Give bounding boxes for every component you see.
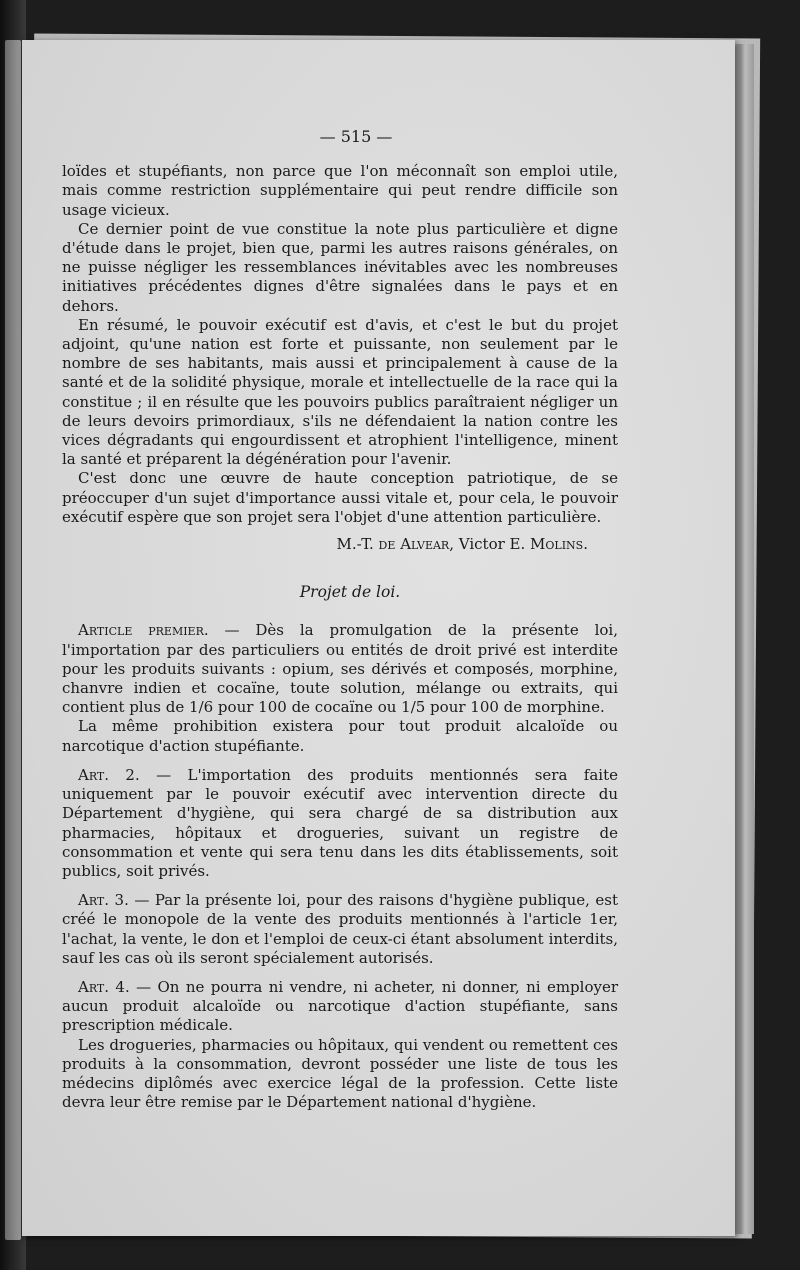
article-4 (62, 978, 618, 1036)
article-2 (62, 766, 618, 881)
page-text (62, 127, 618, 1112)
article-4-label: Art. (78, 977, 110, 996)
paragraph-3: En résumé, le pouvoir exécutif est d'avis, et c'est le but du projet adjoint, qu'une nation est forte et puissante, non seulement par le nombre de ses habitants, mais aussi et principalement à cause de la santé et de la solidité physique, morale et intellectuelle de la race qui la constitue ; il en résulte que les pouvoirs publics paraîtraient négliger un de leurs devoirs primordiaux, s'ils ne défendaient la nation contre les vices dégradants qui engourdissent et atrophient l'intelligence, minent la santé et préparent la dégénération pour l'avenir. (62, 315, 618, 469)
article-3-text: 3. — Par la présente loi, pour des raisons d'hygiène publique, est créé le monopole de la vente des produits mentionnés à l'article 1er, l'achat, la vente, le don et l'emploi de ceux-ci étant absolument interdits, sauf les cas où ils seront spécialement autorisés. (62, 891, 618, 967)
article-2-label: Art. (78, 765, 110, 784)
signature-de: de (378, 535, 396, 554)
signature-prefix: M.-T. (336, 535, 379, 554)
article-3-label: Art. (78, 891, 110, 910)
signature (62, 535, 588, 554)
article-1 (62, 621, 618, 717)
signature-name-1: Alvear (400, 535, 450, 554)
page-edges-right (732, 44, 754, 1234)
page-number: — 515 — (319, 127, 393, 146)
previous-page-edge (5, 40, 21, 1240)
article-1-text: — Dès la promulgation de la présente loi, l'importation par des particuliers ou entités de droit privé est interdite pour les produits suivants : opium, ses dérivés et composés, morphine, chanvre indien et cocaïne, toute solution, mélange ou extraits, qui contient plus de 1/6 pour 100 de cocaïne ou 1/5 pour 100 de morphine. (62, 621, 618, 717)
paragraph-4: C'est donc une œuvre de haute conception patriotique, de se préoccuper d'un sujet d'importance aussi vitale et, pour cela, le pouvoir exécutif espère que son projet sera l'objet d'une attention particulière. (62, 469, 618, 526)
article-4-text: 4. — On ne pourra ni vendre, ni acheter, ni donner, ni employer aucun produit alcaloïde ou narcotique d'action stupéfiante, sans prescription médicale. (62, 977, 618, 1035)
paragraph-2: Ce dernier point de vue constitue la note plus particulière et digne d'étude dans le projet, bien que, parmi les autres raisons générales, on ne puisse négliger les ressemblances inévitables avec les nombreuses initiatives précédentes dignes d'être signalées dans le pays et en dehors. (62, 219, 618, 315)
article-1-label: Article premier. (78, 621, 209, 640)
paragraph-1: loïdes et stupéfiants, non parce que l'on méconnaît son emploi utile, mais comme restriction supplémentaire qui peut rendre difficile son usage vicieux. (62, 162, 618, 219)
signature-end: . (583, 535, 588, 554)
article-3 (62, 891, 618, 968)
article-4-extra: Les drogueries, pharmacies ou hôpitaux, qui vendent ou remettent ces produits à la consommation, devront posséder une liste de tous les médecins diplômés avec exercice légal de la profession. Cette liste devra leur être remise par le Département national d'hygiène. (62, 1035, 618, 1112)
section-heading: Projet de loi. (299, 583, 401, 602)
article-1-extra: La même prohibition existera pour tout produit alcaloïde ou narcotique d'action stupéfiante. (62, 717, 618, 755)
signature-sep: , Victor E. (449, 535, 531, 554)
article-2-text: 2. — L'importation des produits mentionnés sera faite uniquement par le pouvoir exécutif avec intervention directe du Département d'hygiène, qui sera chargé de sa distribution aux pharmacies, hôpitaux et drogueries, suivant un registre de consommation et vente qui sera tenu dans les dits établissements, soit publics, soit privés. (62, 765, 618, 880)
signature-name-2: Molins (530, 535, 584, 554)
